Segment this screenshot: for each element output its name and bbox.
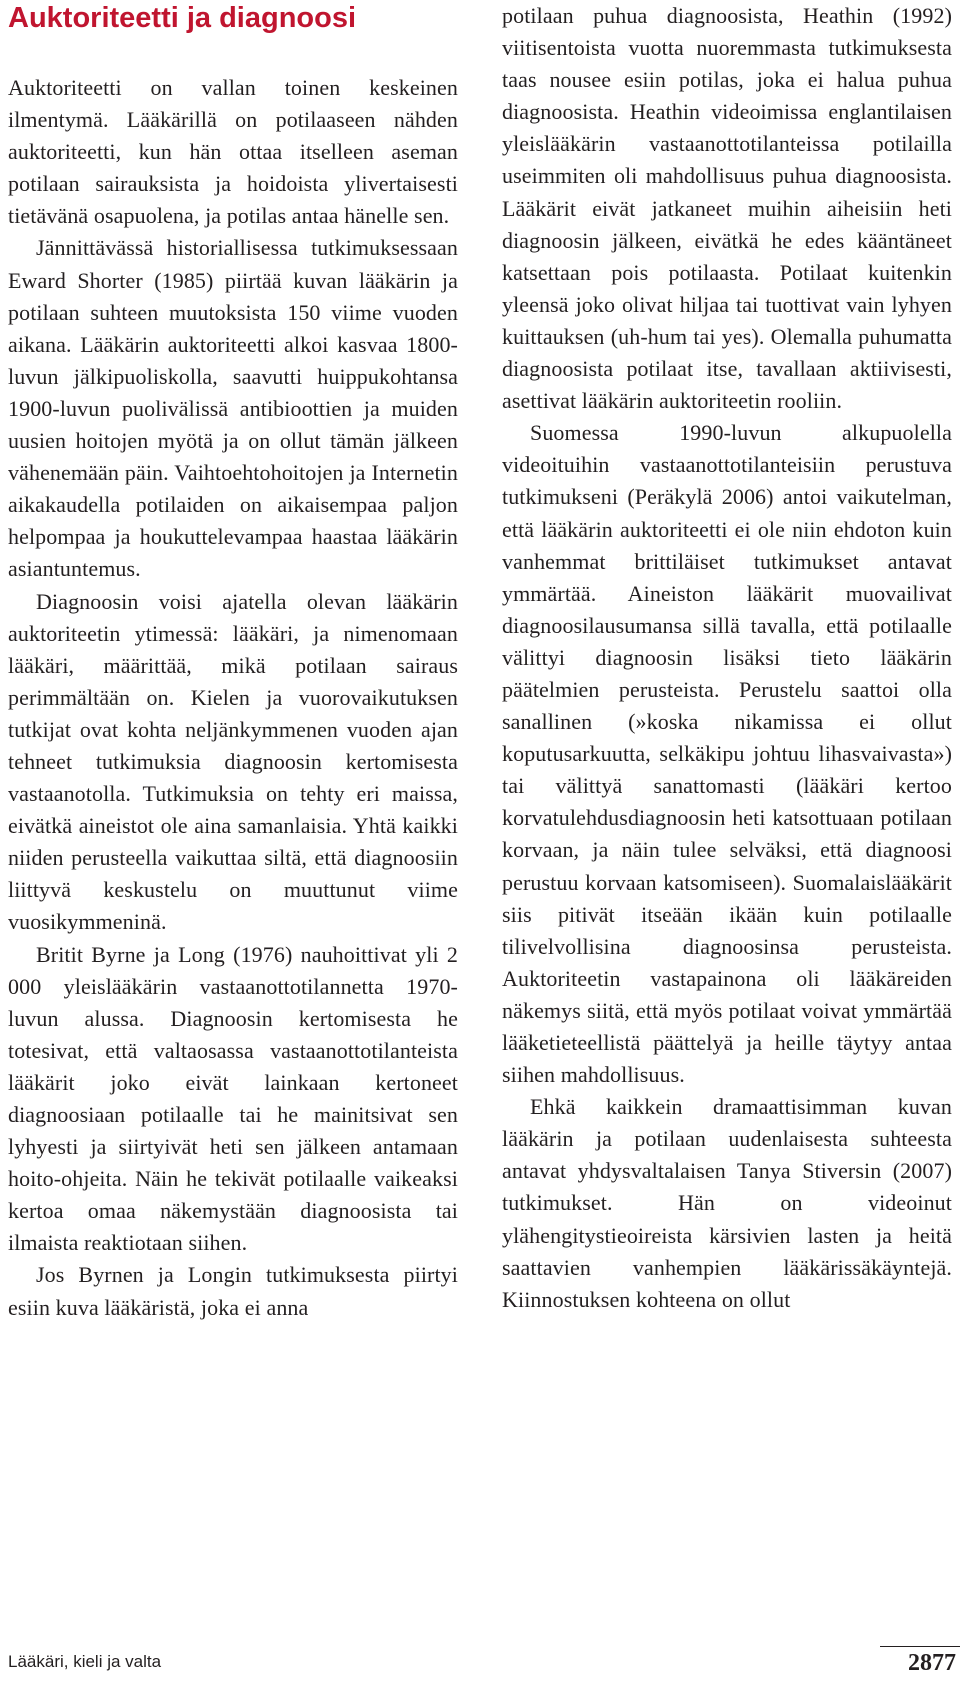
paragraph: Auktoriteetti on vallan toinen keskeinen ilmentymä. Lääkärillä on potilaaseen nähden auktoriteetti, kun hän ottaa itselleen aseman potilaan sairauksista ja hoidoista ylivertaisesti tietävänä osapuolena, ja potilas antaa hänelle sen. (8, 75, 458, 229)
footer-divider (880, 1646, 960, 1647)
page-number: 2877 (908, 1650, 956, 1676)
paragraph: Suomessa 1990-luvun alkupuolella videoituihin vastaanottotilanteisiin perustuva tutkimukseni (Peräkylä 2006) antoi vaikutelman, että lääkärin auktoriteetti ei ole niin ehdoton kuin vanhemmat brittiläiset tutkimukset antavat ymmärtää. Aineiston lääkärit muovailivat diagnoosilausumansa sillä tavalla, että potilaalle välittyi diagnoosin lisäksi tieto lääkärin päätelmien perusteista. Perustelu saattoi olla sanallinen (»koska nikamissa ei ollut koputusarkuutta, selkäkipu johtuu lihasvaivasta») tai välittyä sanattomasti (lääkäri kertoo korvatulehdusdiagnoosin heti katsottuaan potilaan korvaan, ja näin tulee selväksi, että diagnoosi perustuu korvaan katsomiseen). Suomalaislääkärit siis pitivät itseään ikään kuin potilaalle tilivelvollisina diagnoosinsa perusteista. Auktoriteetin vastapainona oli lääkäreiden näkemys siitä, että myös potilaat voivat ymmärtää lääketieteellistä päättelyä ja heille täytyy antaa siihen mahdollisuus. (502, 420, 952, 1088)
right-text-column (502, 0, 952, 1316)
paragraph: Jännittävässä historiallisessa tutkimuksessaan Eward Shorter (1985) piirtää kuvan lääkärin ja potilaan suhteen muutoksista 150 viime vuoden aikana. Lääkärin auktoriteetti alkoi kasvaa 1800-luvun jälkipuoliskolla, saavutti huippukohtansa 1900-luvun puolivälissä antibioottien ja muiden uusien hoitojen myötä ja on ollut tämän jälkeen vähenemään päin. Vaihtoehtohoitojen ja Internetin aikakaudella potilaiden on aikaisempaa paljon helpompaa ja houkuttelevampaa haastaa lääkärin asiantuntemus. (8, 235, 458, 582)
paragraph: potilaan puhua diagnoosista, Heathin (1992) viitisentoista vuotta nuoremmasta tutkimuksesta taas nousee esiin potilas, joka ei halua puhua diagnoosista. Heathin videoimissa englantilaisen yleislääkärin vastaanottotilanteissa potilailla useimmiten oli mahdollisuus puhua diagnoosista. Lääkärit eivät jatkaneet muihin aiheisiin heti diagnoosin jälkeen, eivätkä he edes kääntäneet katsettaan pois potilaasta. Potilaat kuitenkin yleensä joko olivat hiljaa tai tuottivat vain lyhyen kuittauksen (uh-hum tai yes). Olemalla puhumatta diagnoosista potilaat itse, tavallaan aktiivisesti, asettivat lääkärin auktoriteetin rooliin. (502, 3, 952, 414)
section-title: Auktoriteetti ja diagnoosi (8, 2, 357, 34)
paragraph: Diagnoosin voisi ajatella olevan lääkärin auktoriteetin ytimessä: lääkäri, ja nimenomaan lääkäri, määrittää, mikä potilaan sairaus perimmältään on. Kielen ja vuorovaikutuksen tutkijat ovat kohta neljänkymmenen vuoden ajan tehneet tutkimuksia diagnoosin kertomisesta vastaanotolla. Tutkimuksia on tehty eri maissa, eivätkä aineistot ole aina samanlaisia. Yhtä kaikki niiden perusteella vaikuttaa siltä, että diagnoosiin liittyvä keskustelu on muuttunut viime vuosikymmeninä. (8, 588, 458, 935)
paragraph: Ehkä kaikkein dramaattisimman kuvan lääkärin ja potilaan uudenlaisesta suhteesta antavat yhdysvaltalaisen Tanya Stiversin (2007) tutkimukset. Hän on videoinut ylähengitystieoireista kärsivien lasten ja heitä saattavien vanhempien lääkärissäkäyntejä. Kiinnostuksen kohteena on ollut (502, 1094, 952, 1312)
left-text-column (8, 72, 458, 1324)
paragraph: Jos Byrnen ja Longin tutkimuksesta piirtyi esiin kuva lääkäristä, joka ei anna (8, 1262, 458, 1320)
running-footer-book-title: Lääkäri, kieli ja valta (8, 1652, 162, 1671)
paragraph: Britit Byrne ja Long (1976) nauhoittivat yli 2 000 yleislääkärin vastaanottotilannetta 1970-luvun alussa. Diagnoosin kertomisesta he totesivat, että valtaosassa vastaanottotilanteista lääkärit joko eivät lainkaan kertoneet diagnoosiaan potilaalle tai he mainitsivat sen lyhyesti ja siirtyivät heti sen jälkeen antamaan hoito-ohjeita. Näin he tekivät potilaalle vaikeaksi kertoa omaa näkemystään diagnoosista tai ilmaista reaktiotaan siihen. (8, 941, 458, 1256)
